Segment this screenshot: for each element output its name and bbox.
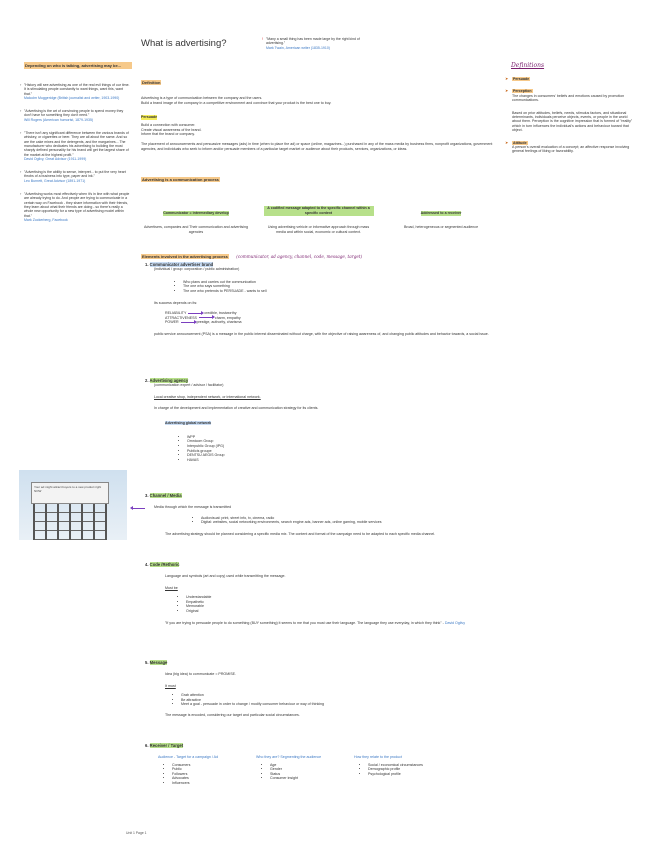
item-number: 5.: [145, 660, 149, 665]
page-title: What is advertising?: [141, 38, 227, 49]
bullet-icon: ➤: [505, 88, 509, 94]
item-title: Receiver / Target: [149, 743, 184, 748]
target-item: • Demographic profile: [368, 767, 442, 772]
target-item: • Psychological profile: [368, 772, 442, 777]
success-row-right: charm, empathy: [214, 315, 241, 320]
ogilvy-quote: "If you are trying to persuade people to do something (BUY something) it seems to me that you must use their language. The language they use everyday, in which they think" - David Ogilvy: [165, 620, 466, 625]
success-row-left: RELIABILITY: [165, 310, 187, 315]
item-number: 2.: [145, 378, 149, 383]
target-column-head: How they relate to the product: [354, 755, 402, 759]
sidebar-quote-text: "History will see advertising as one of the real evil things of our time. It is stimulating people constantly to want things, want this, want that.": [24, 83, 130, 96]
must-be-item: • Original: [186, 609, 495, 614]
definition-term: Attitude: [513, 140, 527, 145]
success-row-left: ATTRACTIVENESS: [165, 315, 197, 320]
sidebar-heading: Depending on who is talking, advertising may be...: [24, 62, 132, 69]
sidebar-quote: [20, 169, 130, 183]
top-quote: [262, 36, 376, 50]
process-column-body: Advertisers, companies and Their communication and advertising agencies: [143, 225, 248, 234]
process-column-head: A codified message adapted to the specific channel within a specific context: [264, 206, 374, 215]
sidebar-quote: [20, 108, 130, 122]
billboard-panel: [31, 482, 109, 504]
process-column-body: Using advertising vehicle or informative approach through mass media and within social, economic or cultural context.: [267, 225, 370, 234]
psa-text: public service announcement (PSA) is a message in the public interest disseminated without charge, with the objective of raising awareness of, and changing public attitudes and behavior towards, a social issue.: [154, 331, 489, 336]
definitions-list: [505, 77, 637, 154]
target-item: • Consumer insight: [270, 776, 344, 781]
definition-text: The changes in consumers' beliefs and emotions caused by promotion communications.: [512, 93, 625, 103]
global-network-label: Advertising global network: [165, 420, 212, 425]
process-column-head: Communicator = intermediary develop: [163, 211, 229, 215]
quote-marker-icon: ›: [20, 130, 22, 136]
item-title: Code /Rethoric: [149, 562, 180, 567]
definition-label: Definition: [142, 80, 161, 85]
definition-item: [505, 141, 637, 154]
target-item: • Gender: [270, 767, 344, 772]
process-label: Advertising is a communication process: [142, 177, 219, 182]
item-communicator: [145, 262, 495, 336]
definitions-panel: [505, 62, 637, 162]
sidebar: [20, 62, 132, 231]
definition-item: [505, 111, 637, 133]
sidebar-quote-text: "Advertising works most effectively when it's in line with what people are already trying to do. And people are trying to communicate in a certain way on Facebook - they share information with their friends, they learn about what their friends are doing - so there's really a whole new opportunity for a new type of advertising model within that.": [24, 192, 130, 218]
network-item: • Publicis groupe: [187, 449, 495, 454]
code-line: Language and symbols (art and copy) used while transmitting the message.: [165, 574, 286, 578]
definition-item: [505, 77, 637, 81]
must-be-list: [178, 595, 495, 613]
success-row-right: prestige, authority, charisma: [196, 320, 242, 325]
ogilvy-quote-text: "If you are trying to persuade people to do something (BUY something) it seems to me that you must use their language. The language they use everyday, in which they think": [165, 620, 442, 625]
definition-section: [141, 71, 496, 151]
process-column: [386, 201, 496, 234]
sidebar-quotes: [20, 82, 132, 222]
target-item: • Advocates: [172, 776, 246, 781]
definition-line: Create visual awareness of the brand.: [141, 127, 202, 132]
arrow-right-icon: [199, 317, 213, 318]
page-footer: Unit 1 Page 1: [126, 831, 147, 835]
item-title: Channel / Media: [149, 493, 182, 498]
success-rows: [165, 311, 495, 325]
target-item: • Public: [172, 767, 246, 772]
definition-text: Based on prior attitudes, beliefs, needs, stimulus factors, and situational determinants, individuals perceive objects, events, or people in the world about them. Perception is the cognitive impression that is formed of "reality" which in turn influences the individual's actions and behaviour toward that object.: [512, 110, 633, 133]
billboard-arrow-icon: [133, 508, 145, 509]
must-be-item: • Empathetic: [186, 600, 495, 605]
sidebar-quote-author: Leo Burnett, Great Advisor (1891-1971): [24, 178, 86, 183]
elements-label: Elements involved in the advertising process: [142, 254, 228, 259]
billboard-text: Your ad might attract buyers to a new product right NOW: [34, 485, 102, 493]
definition-term: Perception: [513, 89, 532, 94]
definition-lines: [141, 96, 496, 137]
target-item: • Consumers: [172, 763, 246, 768]
elements-section: [141, 245, 501, 263]
quote-marker-icon: ›: [20, 82, 22, 87]
sidebar-quote-author: David Ogilvy, Great Advisor (1911-1999): [24, 156, 87, 161]
communicator-bullet: • Who plans and carries out the communication: [183, 280, 495, 285]
success-row-left: POWER: [165, 320, 179, 325]
target-item: • Status: [270, 772, 344, 777]
bullet-icon: ➤: [505, 139, 509, 145]
process-section: [141, 168, 496, 234]
definition-line: Build a connection with consumer.: [141, 123, 196, 128]
item-number: 3.: [145, 493, 149, 498]
message-item: • Meet a goal - persuade in order to change / modify consumer behaviour or way of thinking: [181, 702, 495, 707]
quote-marker-icon: ›: [20, 191, 22, 197]
arrow-right-icon: [188, 313, 202, 314]
sidebar-quote-text: "There isn't any significant difference between the various brands of whiskey, or cigarettes or beer. They are all about the same. And so are the cake mixes and the detergents, and the margarines... The manufacturer who dedicates his advertising to building the most sharply defined personality for his brand will get the largest share of the market at the highest profit.": [24, 131, 129, 157]
quote-marker-icon: ›: [20, 108, 22, 114]
media-line: Media through which the message is transmitted: [154, 505, 232, 509]
definition-paragraph: The placement of announcements and persuasive messages (ads) in time (when to place the ad) or space (online, magazines...) purchased in any of the mass media by business firms, nonprofit organizations, government agencies, and individuals who seek to inform and/or persuade members of a particular target market or audience about their products, services, organizations, or ideas.: [141, 141, 493, 151]
ogilvy-quote-author: David Ogilvy: [444, 620, 466, 625]
item-agency: [145, 378, 495, 462]
message-item: • Grab attention: [181, 693, 495, 698]
process-columns: [141, 201, 496, 234]
it-must-label: It must: [165, 683, 176, 688]
success-line: Its success depends on its:: [154, 301, 198, 306]
must-be-label: Must be: [165, 585, 178, 590]
sidebar-quote: [20, 191, 130, 222]
message-list: [173, 693, 495, 707]
definition-text: A person's overall evaluation of a concept; an affective response involving general feelings of liking or favorability.: [512, 145, 630, 154]
sidebar-quote-text: "Advertising is the ability to sense, interpret... to put the very heart throbs of a business into type, paper and ink.": [24, 170, 126, 179]
target-column-head: Who they are? Segmenting the audience: [256, 755, 322, 759]
message-item: • Be attractive: [181, 698, 495, 703]
media-bullets: [193, 516, 495, 525]
item-title: Message: [149, 660, 168, 665]
message-line: Idea (big idea) to communicate = PROMISE.: [165, 672, 237, 676]
target-column: [256, 755, 344, 786]
must-be-item: • Understandable: [186, 595, 495, 600]
definition-line: Advertising is a type of communication between the company and the users.: [141, 96, 263, 100]
agency-line-1: Local creative shop, independent network, or international network.: [154, 394, 261, 399]
network-item: • Interpublic Group (IPG): [187, 444, 495, 449]
item-sub: (communication expert / advisor / facilitator): [154, 383, 224, 387]
target-column: [158, 755, 246, 786]
bullet-icon: ➤: [505, 76, 509, 81]
media-bullet: • Digital: websites, social networking environments, search engine ads, banner ads, online gaming, mobile services: [201, 520, 495, 525]
sidebar-quote-text: "Advertising is the art of convincing people to spend money they don't have for something they don't need.": [24, 109, 124, 118]
definition-item: [505, 89, 637, 102]
network-item: • HAVAS: [187, 458, 495, 463]
target-column-list: [262, 763, 344, 781]
definition-line: Inform that the brand or company.: [141, 132, 195, 137]
item-number: 1.: [145, 262, 149, 267]
target-item: • Influencers: [172, 781, 246, 786]
arrow-right-icon: [181, 322, 195, 323]
network-item: • Omnicom Group: [187, 439, 495, 444]
target-item: • Followers: [172, 772, 246, 777]
communicator-bullet: • The one who pretends to PERSUADE - wants to sell: [183, 289, 495, 294]
item-title: Advertising agency: [149, 378, 189, 383]
definitions-title: Definitions: [511, 62, 545, 69]
target-item: • Age: [270, 763, 344, 768]
definition-term: Persuade: [513, 77, 530, 81]
encoded-line: The message is encoded, considering our target and particular social circumstances.: [165, 712, 300, 717]
communicator-bullets: [175, 280, 495, 294]
sidebar-quote: [20, 82, 130, 100]
target-item: • Social / economical circumstances: [368, 763, 442, 768]
definition-line: Persuade: [141, 115, 158, 120]
sidebar-quote-author: Mark Zuckerberg, Facebook: [24, 217, 68, 222]
target-column-head: Audience - Target for a campaign / Ad: [158, 755, 219, 759]
success-row-right: credible, trustworthy: [204, 310, 237, 315]
top-quote-text: "Many a small thing has been made large by the right kind of advertising.": [266, 37, 360, 46]
must-be-item: • Memorable: [186, 604, 495, 609]
process-column: [264, 201, 374, 234]
target-column-list: [164, 763, 246, 786]
top-quote-author: Mark Twain, American writer (1835-1910): [266, 45, 330, 50]
quote-marker-icon: ›: [20, 169, 22, 175]
elements-handwritten-note: (communicator, ad agency, channel, code, message, target): [236, 254, 363, 259]
item-code: [145, 562, 495, 625]
communicator-bullet: • The one who says something: [183, 284, 495, 289]
target-column: [354, 755, 442, 786]
definition-line: Build a brand image of the company in a competitive environment and convince that your product is the best one to buy.: [141, 100, 332, 105]
process-column-body: Broad, heterogeneous or segmented audience: [403, 225, 479, 229]
sidebar-quote-author: Will Rogers (American humorist, 1879-1935): [24, 117, 94, 122]
billboard-structure: [33, 504, 107, 540]
item-channel: [145, 493, 495, 536]
item-sub: (individual / group: corporation / public administration): [154, 267, 240, 271]
media-paragraph: The advertising strategy should be planned considering a specific media mix. The content and format of the campaign need to be adapted to each specific media channel.: [165, 531, 436, 536]
process-column-head: Addressed to a receiver: [420, 211, 462, 215]
billboard-image: [19, 470, 127, 540]
item-number: 6.: [145, 743, 149, 748]
agency-line-2: In charge of the development and implementation of creative and communication strategy for its clients.: [154, 406, 319, 411]
process-column: [141, 201, 251, 234]
item-message: [145, 660, 495, 718]
network-item: • DENTSU AEGIS Group: [187, 453, 495, 458]
quote-marker: !: [262, 36, 264, 41]
sidebar-quote-author: Malcolm Muggeridge (British journalist and writer, 1903-1990): [24, 95, 120, 100]
network-item: • WPP: [187, 435, 495, 440]
target-columns: [158, 755, 495, 786]
item-number: 4.: [145, 562, 149, 567]
sidebar-quote: [20, 130, 130, 161]
success-row: [165, 320, 495, 325]
item-receiver: [145, 743, 495, 786]
global-network-list: [179, 435, 495, 463]
item-title: Communicator advertiser brand: [149, 262, 214, 267]
target-column-list: [360, 763, 442, 777]
media-bullet: • Audiovisual: print, street info, tv, cinema, radio: [201, 516, 495, 521]
